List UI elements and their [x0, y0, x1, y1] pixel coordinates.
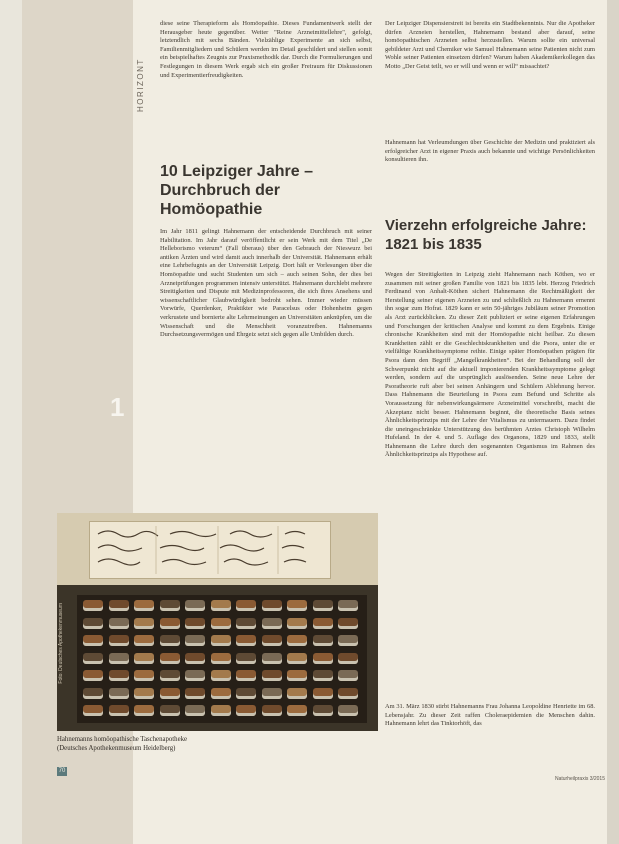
vial — [313, 688, 333, 699]
page-fold — [607, 0, 619, 844]
chest-lid — [57, 513, 378, 585]
right-column-middle — [385, 139, 595, 171]
vial — [160, 653, 180, 664]
vial — [134, 600, 154, 611]
vial — [185, 653, 205, 664]
vial — [109, 635, 129, 646]
vial — [313, 635, 333, 646]
vial — [211, 600, 231, 611]
right-closing-paragraph: Am 31. März 1830 stirbt Hahnemanns Frau Johanna Leopoldine Henriette im 68. Lebensjahr. Zu dieser Zeit raffen Choleraepidemien die Menschen dahin. Hahnemann lehrt das Tinktorhöft, das — [385, 703, 595, 728]
right-column-closing — [385, 703, 595, 735]
caption-line-1: Hahnemanns homöopathische Taschenapotheke — [57, 736, 188, 743]
left-column-body — [160, 228, 372, 346]
vial — [185, 600, 205, 611]
left-section-heading: 10 Leipziger Jahre – Durchbruch der Homöopathie — [160, 163, 313, 218]
vial — [287, 653, 307, 664]
right-body-paragraph: Wegen der Streitigkeiten in Leipzig zieht Hahnemann nach Köthen, wo er zusammen mit seiner großen Familie von 1821 bis 1835 lebt. Herzog Friedrich Ferdinand von Anhalt-Köthen sichert Hahnemann die Rechtmäßigkeit der Herstellung seiner eigenen Arzneien zu und schließlich zu Hahnemann ernennt ihn sogar zum Hofrat. 1829 kann er sein 50-jähriges Jubiläum seiner Promotion als Arzt zurückblicken. Zu dieser Zeit publiziert er seine eigenen Erfahrungen und Forschungen der kritischen Analyse und kommt zu dem Ergebnis. Einige chronische Krankheiten sind mit der Homöopathie nicht heilbar. Zu diesen Krankheiten zählt er die Geschlechtskrankheiten und die Psora, unter die er vielfältige Krankheitssymptome reihte. Einige später Homöopathen prägten für Psora dann den Begriff „Mangelkrankheiten“. Bei der Behandlung soll der Schwerpunkt nicht auf die aktuell imponierenden Krankheitssymptome gelegt werden, sondern auf die ursprünglich auslösenden. Seine neue Lehre der Psoratheorie ruft aber bei seinen Anhängern und Schülern Ablehnung hervor. Dass Hahnemann die Beurteilung in Psora zum Befund und Schritte als Voraussetzung für nebenwirkungsärmere Arzneimittel vorschreibt, macht die Akzeptanz nicht besser. Hahnemann beginnt, die theoretische Basis seines Ähnlichkeitsprinzips mit der Lehre der Vitalismus zu untermauern. Dazu findet die uneingeschränkte Unterstützung des berühmten Arztes Christoph Wilhelm Hufeland. In der 4. und 5. Auflage des Organons, 1829 und 1833, stellt Hahnemann die Lehre durch den sogenannten Organismus im Rahmen des Ähnlichkeitsprinzips als Hypothese auf. — [385, 271, 595, 459]
vial — [338, 653, 358, 664]
vial — [262, 653, 282, 664]
vial — [185, 635, 205, 646]
vial — [83, 688, 103, 699]
vial — [313, 600, 333, 611]
vial — [287, 618, 307, 629]
vial — [262, 705, 282, 716]
vial — [211, 670, 231, 681]
vial — [338, 688, 358, 699]
vial — [83, 670, 103, 681]
right-middle-paragraph: Hahnemann hat Verleumdungen über Geschichte der Medizin und praktiziert als erfolgreicher Arzt in eigener Praxis auch bekannte und wichtige Persönlichkeiten konsultieren ihn. — [385, 139, 595, 164]
vial — [211, 653, 231, 664]
vial — [109, 600, 129, 611]
vial — [160, 618, 180, 629]
vial — [109, 688, 129, 699]
page-number: 70 — [58, 768, 66, 774]
vial — [83, 600, 103, 611]
vial — [109, 670, 129, 681]
vial — [338, 618, 358, 629]
vial — [287, 688, 307, 699]
vial — [185, 670, 205, 681]
vial — [262, 688, 282, 699]
vial — [134, 688, 154, 699]
vial — [338, 600, 358, 611]
vial — [83, 618, 103, 629]
vial — [338, 670, 358, 681]
vial — [211, 635, 231, 646]
vial — [211, 688, 231, 699]
left-intro-paragraph: diese seine Therapieform als Homöopathie. Dieses Fundamentwerk stellt der Herausgeber heute gegenüber. Weiter "Reine Arzneimittellehre", gefolgt, letztendlich mit sechs Bänden. Vielzählige Experimente an sich selbst, Familienmitgliedern und Schülern werden im Detail geschildert und stellen somit ein beispielhaftes Zeugnis zur Praxismethodik dar. Durch die Formulierungen und Festlegungen in diesem Werk ergab sich ein großer Freiraum für Diskussionen und Experimentierfreudigkeiten. — [160, 20, 372, 79]
vial — [160, 670, 180, 681]
vial — [211, 705, 231, 716]
vial — [313, 653, 333, 664]
vial — [134, 670, 154, 681]
vial — [160, 705, 180, 716]
vial — [134, 705, 154, 716]
vial — [287, 600, 307, 611]
vial — [185, 618, 205, 629]
vial — [134, 618, 154, 629]
vial — [287, 670, 307, 681]
vial — [338, 635, 358, 646]
vial — [134, 653, 154, 664]
vial — [287, 705, 307, 716]
left-body-paragraph: Im Jahr 1811 gelingt Hahnemann der entscheidende Durchbruch mit seiner Habilitation. Im Jahr darauf veröffentlicht er sein Werk mit dem Titel „De Helleborismo veterum“ (Fall überaus) über den Gebrauch der Nieswurz bei antiken Ärzten und wird damit auch innerhalb der Universität. Hahnemann erhält eine Lehrbefugnis an der Universität Leipzig. Dort hält er Vorlesungen über die Homöopathie und sucht Studenten um sich – auch seinen Sohn, der dies bei Arzneiprüfungen programmen intensiv unterstützt. Hahnemann durchlebt mehrere Streitigkeiten und Dispute mit Medizinprofessoren, die sich ihres Ansehens und wissenschaftlicher Glaubwürdigkeit bedroht sehen. Immer wieder müssen Vorwürfe, Querdenker, Praktikter wie Paracelsus oder Hohenheim gegen verkrustete und bornierte alte Lehrmeinungen an Universitäten anknüpfen, um die Wissenschaft und die Menschheit voranzutreiben. Hahnemanns Durchsetzungsvermögen und Ehrgeiz setzt sich gegen alle Umbilden durch. — [160, 228, 372, 339]
vial — [236, 635, 256, 646]
handwritten-label-sheet — [89, 521, 331, 579]
vial — [160, 600, 180, 611]
vial — [338, 705, 358, 716]
vial — [313, 670, 333, 681]
journal-footer: Naturheilpraxis 3/2015 — [554, 776, 605, 782]
photo-caption — [57, 735, 378, 753]
vial — [236, 670, 256, 681]
vial — [236, 705, 256, 716]
vial — [211, 618, 231, 629]
vial — [236, 600, 256, 611]
photo-credit: Foto: Deutsches Apothekenmuseum — [58, 603, 64, 684]
medicine-chest-photo — [57, 513, 378, 731]
vial — [313, 705, 333, 716]
vial — [287, 635, 307, 646]
vial — [185, 688, 205, 699]
vial — [313, 618, 333, 629]
right-column-body — [385, 271, 595, 466]
vial-tray — [77, 595, 367, 723]
vial — [83, 705, 103, 716]
handwriting-scribbles — [90, 522, 330, 578]
vial — [236, 618, 256, 629]
caption-line-2: (Deutsches Apothekenmuseum Heidelberg) — [57, 745, 176, 752]
vial — [236, 653, 256, 664]
vial — [160, 635, 180, 646]
left-column-intro — [160, 20, 372, 86]
vial — [109, 618, 129, 629]
section-number: 1 — [110, 392, 125, 422]
vial — [83, 653, 103, 664]
vial — [262, 618, 282, 629]
vial — [262, 670, 282, 681]
vial — [109, 653, 129, 664]
right-section-heading: Vierzehn erfolgreiche Jahre: 1821 bis 1835 — [385, 217, 587, 253]
right-column-intro — [385, 20, 595, 78]
vial — [262, 635, 282, 646]
vial — [109, 705, 129, 716]
vial — [83, 635, 103, 646]
right-intro-paragraph: Der Leipziger Dispensierstreit ist bereits ein Stadtbekenntnis. Nur die Apotheker dürfen Arzneien herstellen, Hahnemann bestand aber darauf, seine homöopathischen Arzneien selbst herzustellen. Warum sollte ein universal gebildeter Arzt und Chemiker wie Samuel Hahnemann seine Patienten nicht zum Wohle seiner Patienten einsetzen dürfen? Warum haben Akademikerkollegen das Motto „Der Geist teilt, wo er will und wenn er will“ missachtet? — [385, 20, 595, 70]
vial — [160, 688, 180, 699]
vial — [185, 705, 205, 716]
vial — [236, 688, 256, 699]
vial — [262, 600, 282, 611]
section-label: HORIZONT — [136, 58, 145, 112]
vial — [134, 635, 154, 646]
